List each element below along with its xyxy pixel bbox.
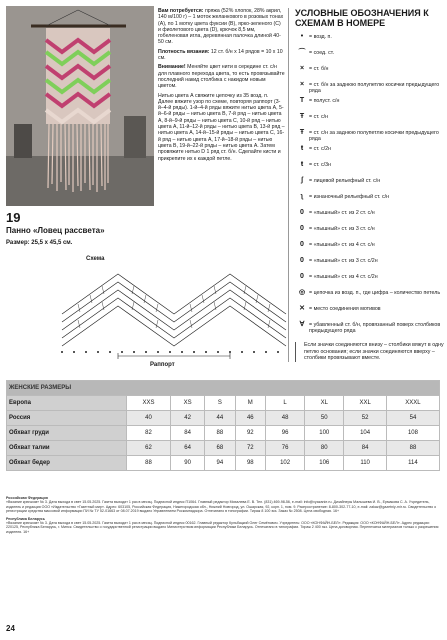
pattern-size: Размер: 25,5 х 45,5 см.	[6, 240, 73, 246]
table-cell: XXS	[126, 396, 170, 411]
legend-symbol-icon: ◎	[298, 289, 306, 296]
table-cell: L	[266, 396, 305, 411]
table-cell: 52	[344, 411, 387, 426]
legend-item	[295, 146, 447, 162]
legend-symbol-icon: T	[299, 97, 305, 104]
materials-text: пряжа (52% хлопок, 28% акрил, 140 м/100 г) – 1 моток желанкового в розовых тонах (A), по 1 мотку цвета фуксии (B), ярко-зеленого (С) и фиолетового цвета (D), крючок 8,5 мм, гобеленовая игла, деревянная палочка длиной 40-50 см.	[158, 8, 284, 46]
legend-symbol-icon: ✕	[299, 305, 305, 312]
legend-symbol-icon: ŧ	[300, 161, 304, 168]
sizes-table	[6, 380, 440, 471]
table-cell: 46	[235, 411, 265, 426]
legend-label: = ст. б/н за заднюю полупетлю косички предыдущего ряда	[309, 82, 440, 95]
table-row	[7, 411, 440, 426]
legend-label: = убавленный ст. б/н, провязанный поверх столбиков предыдущего ряда	[309, 322, 441, 335]
legend-label: = ст. б/н	[309, 66, 329, 72]
table-cell: 88	[205, 426, 235, 441]
table-cell: 88	[386, 441, 439, 456]
legend-symbol-icon: Ŧ	[299, 113, 305, 120]
page-number: 24	[6, 624, 15, 633]
materials-paragraph	[158, 8, 285, 46]
table-cell: 68	[205, 441, 235, 456]
table-cell: 106	[305, 456, 344, 471]
table-cell: 50	[305, 411, 344, 426]
table-cell: 72	[235, 441, 265, 456]
legend-items	[295, 34, 447, 338]
table-cell: 44	[205, 411, 235, 426]
density-label: Плотность вязания:	[158, 48, 210, 55]
pattern-title: Панно «Ловец рассвета»	[6, 226, 105, 235]
table-row	[7, 456, 440, 471]
legend-label: = лицевой рельефный ст. с/н	[309, 178, 381, 184]
legend-label: = ст. с/н	[309, 114, 329, 120]
imprint-by-text: «Вязание крючком» № 3. Дата выхода в свет 15.05.2025. Газета выходит 1 раз в месяц. Подписной индекс 00162. Главный редактор Кульбацкий Олег Семёнович. Учредитель: ООО «КОНФАЙН-БЕЛ». Редакция: ООО «КОНФАЙН-БЕЛ». Адрес редакции: 220125, Республика Беларусь, г. Минск. Свидетельство о государственной регистрации выдано Министерством информации Республики Беларусь. Отпечатано в типографии. Тираж 2 400 экз. Цена договорная. Перепечатка материалов только с разрешения издателя. 16+	[6, 521, 439, 534]
legend-label: = соед. ст.	[309, 50, 335, 56]
legend-symbol-icon: 0	[300, 209, 304, 216]
table-cell: 80	[305, 441, 344, 456]
table-cell: 104	[344, 426, 387, 441]
legend-symbol-icon: ×	[299, 65, 305, 72]
legend-label: = место соединения мотивов	[309, 306, 381, 312]
table-cell: 90	[171, 456, 205, 471]
table-cell: 54	[386, 411, 439, 426]
imprint-ru	[6, 496, 440, 514]
legend-symbol-icon: ʃ	[300, 177, 304, 184]
table-cell: 64	[171, 441, 205, 456]
legend-label: = «пышный» ст. из 3 ст. с/н	[309, 226, 375, 232]
table-row	[7, 396, 440, 411]
row-label: Россия	[7, 411, 127, 426]
steps-paragraph: Нитью цвета А свяжите цепочку из 35 возд. п. Далее вяжите узор по схеме, повторяя раппорт (3-й–4-й ряды). 1-й–4-й ряды вяжите нитью цвета А, 5-й–6-й ряды – нитью цвета В, 7-й ряд – нитью цвета А, 8-й–9-й ряды – нитью цвета С, 10-й ряд – нитью цвета А, 11-й–12-й ряды – нитью цвета В, 13-й ряд – нитью цвета А, 14-й–15-й ряды – нитью цвета С, 16-й ряд – нитью цвета А, 17-й–18-й ряды – нитью цвета В, 19-й–22-й ряды – нитью цвета А. Затем провяжите нитью D 1 ряд ст. б/н. Сделайте кисти и прикрепите их к каждой петле.	[158, 92, 285, 162]
table-cell: 40	[126, 411, 170, 426]
row-label: Обхват талии	[7, 441, 127, 456]
legend-label: = цепочка из возд. п., где цифра – количество петель	[309, 290, 441, 296]
legend-item	[295, 274, 447, 290]
sizes-body	[7, 396, 440, 471]
table-cell: 100	[305, 426, 344, 441]
imprint-by	[6, 517, 440, 535]
legend-item	[295, 306, 447, 322]
repeat-label: Раппорт	[150, 362, 175, 368]
legend-item	[295, 162, 447, 178]
row-label: Обхват груди	[7, 426, 127, 441]
legend-item	[295, 290, 447, 306]
legend-symbol-icon: ⌒	[298, 49, 306, 56]
legend-item	[295, 82, 447, 98]
table-cell: 108	[386, 426, 439, 441]
legend-symbol-icon: ŧ	[300, 145, 304, 152]
legend-label: = ст. с/3н	[309, 162, 331, 168]
table-row	[7, 426, 440, 441]
legend-symbol-icon: ∀	[299, 321, 305, 328]
table-cell: XXXL	[386, 396, 439, 411]
imprint-ru-title: Российская Федерация	[6, 496, 48, 500]
legend-item	[295, 226, 447, 242]
pattern-number: 19	[6, 210, 21, 225]
legend-label: = возд. п.	[309, 34, 332, 40]
legend-label: = ст. с/н за заднюю полупетлю косички предыдущего ряда	[309, 130, 439, 143]
legend-item	[295, 178, 447, 194]
legend-item	[295, 114, 447, 130]
table-cell: XL	[305, 396, 344, 411]
legend-panel	[288, 8, 447, 362]
table-cell: 92	[235, 426, 265, 441]
legend-symbol-icon: ×	[299, 81, 305, 88]
legend-label: = «пышный» ст. из 2 ст. с/н	[309, 210, 375, 216]
legend-label: = «пышный» ст. из 4 ст. с/2н	[309, 274, 378, 280]
sizes-header: ЖЕНСКИЕ РАЗМЕРЫ	[7, 381, 440, 396]
legend-item	[295, 258, 447, 274]
density-text: 12 ст. б/н х 14 рядов = 10 х 10 см.	[158, 48, 283, 62]
table-cell: 48	[266, 411, 305, 426]
legend-label: = изнаночный рельефный ст. с/н	[309, 194, 390, 200]
materials-label: Вам потребуется:	[158, 8, 204, 14]
legend-label: = «пышный» ст. из 4 ст. с/н	[309, 242, 375, 248]
table-cell: 96	[266, 426, 305, 441]
row-label: Обхват бедер	[7, 456, 127, 471]
imprint-by-title: Республика Беларусь	[6, 516, 45, 521]
table-cell: 84	[344, 441, 387, 456]
table-cell: 42	[171, 411, 205, 426]
panel-photo	[6, 6, 154, 206]
table-cell: M	[235, 396, 265, 411]
legend-label: = полуст. с/н	[309, 98, 340, 104]
legend-item	[295, 130, 447, 146]
table-cell: 94	[205, 456, 235, 471]
legend-symbol-icon: Ŧ	[299, 129, 305, 136]
table-cell: 98	[235, 456, 265, 471]
legend-label: = «пышный» ст. из 3 ст. с/2н	[309, 258, 378, 264]
crochet-chart	[58, 254, 298, 365]
legend-item	[295, 50, 447, 66]
legend-symbol-icon: ʅ	[300, 193, 304, 200]
legend-symbol-icon: 0	[300, 257, 304, 264]
table-cell: 62	[126, 441, 170, 456]
imprint-ru-text: «Вязание крючком» № 3. Дата выхода в свет 15.05.2025. Газета выходит 1 раз в месяц. Подписной индекс П1064. Главный редактор Михалева Е. В. Тел. (831) 469-98-56, e-mail: info@vyazanie.ru. Дизайнеры Малышева И. В., Ермакова С. А. Учредитель, издатель и редакция ООО «Издательство «Газетный мир». Адрес: 603105, Российская Федерация, Нижегородская обл., Нижний Новгород, ул. Ошарская, 92, корп. 1, пом. 9. Распространение: 8-800-302-77-10, e-mail: zakaz@gazetniy-mir.ru. Свидетельство о регистрации средства массовой информации ПИ № ТУ 52-01663 от 08.07.2019 выдано Управлением Роскомнадзора. Отпечатано в типографии. Тираж 8 100 экз. Заказ № 2508. Цена свободная. 16+	[6, 500, 437, 514]
legend-label: = ст. с/2н	[309, 146, 331, 152]
table-cell: 114	[386, 456, 439, 471]
attention-paragraph	[158, 64, 285, 89]
legend-note: Если значки соединяются внизу – столбики вяжут в одну петлю основания; если значки соединяются вверху – столбики провязывают вместе.	[295, 342, 447, 362]
attention-text: Меняйте цвет нити в середине ст. с/н для плавного перехода цвета, то есть провязывайте последний накид столбика с накидом новым цветом.	[158, 64, 285, 90]
legend-symbol-icon: 0	[300, 225, 304, 232]
table-cell: 76	[266, 441, 305, 456]
table-cell: S	[205, 396, 235, 411]
table-cell: 82	[126, 426, 170, 441]
table-cell: XS	[171, 396, 205, 411]
legend-title: УСЛОВНЫЕ ОБОЗНАЧЕНИЯ К СХЕМАМ В НОМЕРЕ	[295, 8, 429, 28]
legend-symbol-icon: •	[300, 33, 304, 40]
instructions-text	[158, 8, 285, 165]
table-cell: 102	[266, 456, 305, 471]
row-label: Европа	[7, 396, 127, 411]
table-cell: XXL	[344, 396, 387, 411]
table-row	[7, 441, 440, 456]
attention-label: Внимание!	[158, 64, 186, 71]
density-paragraph	[158, 49, 285, 62]
legend-item	[295, 322, 447, 338]
legend-item	[295, 66, 447, 82]
legend-item	[295, 242, 447, 258]
legend-item	[295, 194, 447, 210]
legend-item	[295, 210, 447, 226]
table-cell: 88	[126, 456, 170, 471]
legend-item	[295, 98, 447, 114]
legend-symbol-icon: 0	[300, 241, 304, 248]
legend-item	[295, 34, 447, 50]
table-cell: 84	[171, 426, 205, 441]
table-cell: 110	[344, 456, 387, 471]
chart-label: Схема	[86, 256, 105, 262]
legend-symbol-icon: 0	[300, 273, 304, 280]
imprint	[6, 496, 440, 537]
